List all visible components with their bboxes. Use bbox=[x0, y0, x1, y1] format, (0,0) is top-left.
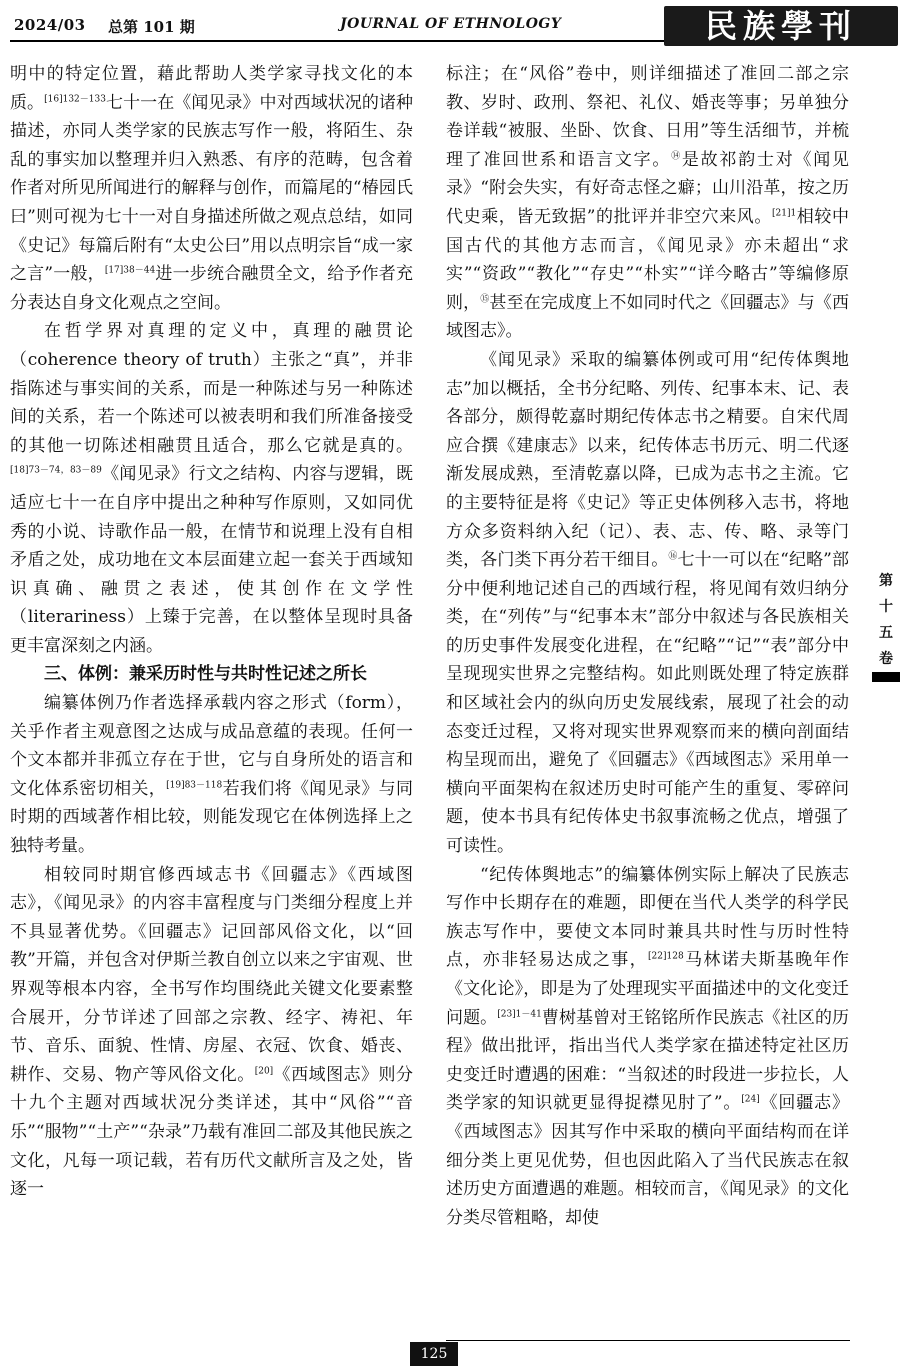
citation: [19]83－118 bbox=[166, 780, 223, 791]
paragraph: 标注；在“风俗”卷中，则详细描述了准回二部之宗教、岁时、政刑、祭祀、礼仪、婚丧等事；另单独分卷详载“被服、坐卧、饮食、日用”等生活细节，并梳理了准回世系和语言文字。⑭是故祁韵士对《闻见录》“附会失实，有好奇志怪之癖；山川沿革，按之历代史乘，皆无致据”的批评并非空穴来风。$^{[21]1}$相较中国古代的其他方志而言，《闻见录》亦未超出“求实”“资政”“教化”“存史”“朴实”“详今略古”等编修原则，⑮甚至在完成度上不如同时代之《回疆志》与《西域图志》。 bbox=[446, 64, 850, 342]
volume-char: 十 bbox=[879, 599, 893, 615]
journal-logo: 民族學刊 bbox=[664, 6, 898, 46]
paragraph: 编纂体例乃作者选择承载内容之形式（form），关乎作者主观意图之达成与成品意蕴的表现。任何一个文本都并非孤立存在于世，它与自身所处的语言和文化体系密切相关，$^{[19]83-118}$若我们将《闻见录》与同时期的西域著作相比较，则能发现它在体例选择上之独特考量。 bbox=[10, 693, 414, 857]
citation: [22]128 bbox=[648, 951, 684, 962]
volume-sidebar bbox=[875, 568, 897, 672]
page-number: 125 bbox=[410, 1342, 458, 1366]
footnote-marker: ⑭ bbox=[671, 151, 682, 162]
footnote-marker: ⑮ bbox=[480, 294, 490, 305]
left-column bbox=[10, 60, 413, 1204]
footnote-marker: ⑯ bbox=[668, 551, 678, 562]
citation: [16]132－133 bbox=[44, 93, 106, 104]
citation: [17]38－44 bbox=[104, 265, 156, 276]
paragraph: 明中的特定位置，藉此帮助人类学家寻找文化的本质。$^{[16]132-133}$七十一在《闻见录》中对西域状况的诸种描述，亦同人类学家的民族志写作一般，将陌生、杂乱的事实加以整理并归入熟悉、有序的范畴，包含着作者对所见所闻进行的解释与创作，而篇尾的“椿园氏曰”则可视为七十一对自身描述所做之观点总结，如同《史记》每篇后附有“太史公曰”用以点明宗旨“成一家之言”一般，$^{[17]38-44}$进一步统合融贯全文，给予作者充分表达自身文化观点之空间。 bbox=[10, 64, 414, 313]
header-rule bbox=[10, 40, 664, 42]
volume-char: 五 bbox=[879, 625, 893, 641]
citation: [21]1 bbox=[772, 208, 797, 219]
volume-char: 卷 bbox=[879, 651, 893, 667]
issue-date: 2024/03 bbox=[14, 16, 86, 34]
volume-char: 第 bbox=[879, 573, 893, 589]
citation: [23]1－41 bbox=[497, 1008, 542, 1019]
right-column bbox=[446, 60, 849, 1232]
paragraph: 在哲学界对真理的定义中，真理的融贯论（coherence theory of truth）主张之“真”，并非指陈述与事实间的关系，而是一种陈述与另一种陈述间的关系，若一个陈述可以被表明和我们所准备接受的其他一切陈述相融贯且适合，那么它就是真的。$^{[18]73-74,83-89}$《闻见录》行文之结构、内容与逻辑，既适应七十一在自序中提出之种种写作原则，又如同优秀的小说、诗歌作品一般，在情节和说理上没有自相矛盾之处，成功地在文本层面建立起一套关于西域知识真确、融贯之表述，使其创作在文学性（literariness）上臻于完善，在以整体呈现时具备更丰富深刻之内涵。 bbox=[10, 321, 413, 656]
page-header bbox=[0, 0, 900, 48]
paragraph: 相较同时期官修西域志书《回疆志》《西域图志》，《闻见录》的内容丰富程度与门类细分程度上并不具显著优势。《回疆志》记回部风俗文化，以“回教”开篇，并包含对伊斯兰教自创立以来之宇宙观、世界观等根本内容，全书写作均围绕此关键文化要素整合展开，分节详述了回部之宗教、经字、祷祀、年节、音乐、面貌、性情、房屋、衣冠、饮食、婚丧、耕作、交易、物产等风俗文化。[20]《西域图志》则分十九个主题对西域状况分类详述，其中“风俗”“音乐”“服物”“土产”“杂录”乃载有准回二部及其他民族之文化，凡每一项记载，若有历代文献所言及之处，皆逐一 bbox=[10, 864, 414, 1200]
sidebar-bar bbox=[872, 672, 900, 682]
footer-rule bbox=[446, 1340, 850, 1341]
issue-number: 总第 101 期 bbox=[108, 18, 195, 36]
paragraph: “纪传体舆地志”的编纂体例实际上解决了民族志写作中长期存在的难题，即便在当代人类学的科学民族志写作中，要使文本同时兼具共时性与历时性特点，亦非轻易达成之事，$^{[22]128}$马林诺夫斯基晚年作《文化论》，即是为了处理现实平面描述中的文化变迁问题。$^{[23]1-41}$曹树基曾对王铭铭所作民族志《社区的历程》做出批评，指出当代人类学家在描述特定社区历史变迁时遭遇的困难：“当叙述的时段进一步拉长，人类学家的知识就更显得捉襟见肘了”。[24]《回疆志》《西域图志》因其写作中采取的横向平面结构而在详细分类上更见优势，但也因此陷入了当代民族志在叙述历史方面遭遇的难题。相较而言，《闻见录》的文化分类尽管粗略，却使 bbox=[446, 864, 850, 1228]
section-heading: 三、体例：兼采历时性与共时性记述之所长 bbox=[44, 664, 367, 685]
paragraph: 《闻见录》采取的编纂体例或可用“纪传体舆地志”加以概括，全书分纪略、列传、纪事本末、记、表各部分，颇得乾嘉时期纪传体志书之精要。自宋代周应合撰《建康志》以来，纪传体志书历元、明二代逐渐发展成熟，至清乾嘉以降，已成为志书之主流。它的主要特征是将《史记》等正史体例移入志书，将地方众多资料纳入纪（记）、表、志、传、略、录等门类，各门类下再分若干细目。⑯七十一可以在“纪略”部分中便利地记述自己的西域行程，将见闻有效归纳分类，在“列传”与“纪事本末”部分中叙述与各民族相关的历史事件发展变化进程，在“纪略”“记”“表”部分中呈现现实世界之完整结构。如此则既处理了特定族群和区域社会内的纵向历史发展线索，展现了社会的动态变迁过程，又将对现实世界观察而来的横向剖面结构呈现而出，避免了《回疆志》《西域图志》采用单一横向平面架构在叙述历史时可能产生的重复、零碎问题，使本书具有纪传体史书叙事流畅之优点，增强了可读性。 bbox=[446, 349, 849, 857]
citation: [20] bbox=[254, 1066, 274, 1077]
journal-name: JOURNAL OF ETHNOLOGY bbox=[340, 16, 562, 32]
citation: [24] bbox=[741, 1094, 760, 1105]
citation: [18]73－74，83－89 bbox=[10, 465, 102, 476]
